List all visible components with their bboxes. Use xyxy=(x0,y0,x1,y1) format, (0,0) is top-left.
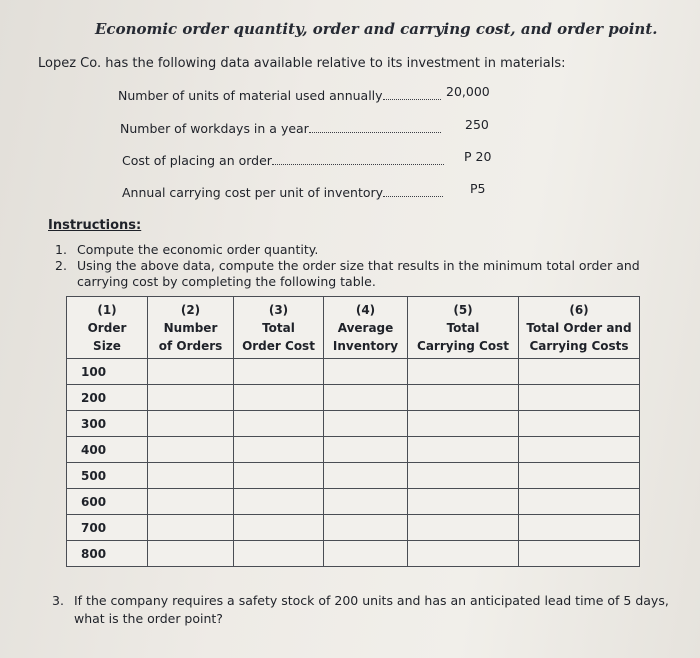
order-size-cell: 100 xyxy=(67,359,148,385)
instruction-text: Compute the economic order quantity. xyxy=(77,242,319,257)
data-item-value: 250 xyxy=(465,117,489,132)
answer-cell[interactable] xyxy=(408,515,519,541)
dotted-leader xyxy=(383,98,441,100)
eoq-table xyxy=(66,296,640,567)
answer-cell[interactable] xyxy=(519,411,640,437)
answer-cell[interactable] xyxy=(408,411,519,437)
order-size-cell: 600 xyxy=(67,489,148,515)
table-row xyxy=(67,489,640,515)
data-item-workdays xyxy=(120,117,489,136)
answer-cell[interactable] xyxy=(148,489,234,515)
answer-cell[interactable] xyxy=(519,359,640,385)
table-row xyxy=(67,541,640,567)
answer-cell[interactable] xyxy=(148,515,234,541)
order-size-cell: 300 xyxy=(67,411,148,437)
instruction-2 xyxy=(55,258,640,273)
column-header: (3) Total Order Cost xyxy=(234,297,324,359)
answer-cell[interactable] xyxy=(234,411,324,437)
answer-cell[interactable] xyxy=(324,489,408,515)
answer-cell[interactable] xyxy=(324,515,408,541)
data-item-value: 20,000 xyxy=(446,84,490,99)
answer-cell[interactable] xyxy=(408,463,519,489)
answer-cell[interactable] xyxy=(408,541,519,567)
data-item-value: P5 xyxy=(470,181,486,196)
answer-cell[interactable] xyxy=(324,463,408,489)
eoq-table-wrapper xyxy=(66,296,639,578)
instruction-text: carrying cost by completing the following table. xyxy=(77,274,376,289)
column-header: (4) Average Inventory xyxy=(324,297,408,359)
column-header: (1) Order Size xyxy=(67,297,148,359)
data-item-label: Number of workdays in a year xyxy=(120,121,309,136)
instruction-1 xyxy=(55,242,318,257)
answer-cell[interactable] xyxy=(234,515,324,541)
answer-cell[interactable] xyxy=(234,385,324,411)
answer-cell[interactable] xyxy=(234,359,324,385)
answer-cell[interactable] xyxy=(408,489,519,515)
instruction-number: 1. xyxy=(55,242,67,257)
data-item-units xyxy=(118,84,490,103)
question-text: If the company requires a safety stock of 200 units and has an anticipated lead time of 5 days, xyxy=(74,593,669,608)
table-row xyxy=(67,411,640,437)
answer-cell[interactable] xyxy=(519,489,640,515)
answer-cell[interactable] xyxy=(519,515,640,541)
answer-cell[interactable] xyxy=(234,463,324,489)
order-size-cell: 200 xyxy=(67,385,148,411)
data-item-carrying-cost xyxy=(122,181,486,200)
column-header: (6) Total Order and Carrying Costs xyxy=(519,297,640,359)
answer-cell[interactable] xyxy=(148,437,234,463)
table-row xyxy=(67,385,640,411)
question-3 xyxy=(52,592,669,628)
order-size-cell: 400 xyxy=(67,437,148,463)
answer-cell[interactable] xyxy=(519,541,640,567)
answer-cell[interactable] xyxy=(519,437,640,463)
dotted-leader xyxy=(383,195,443,197)
table-row xyxy=(67,463,640,489)
column-header: (5) Total Carrying Cost xyxy=(408,297,519,359)
answer-cell[interactable] xyxy=(234,541,324,567)
answer-cell[interactable] xyxy=(234,437,324,463)
question-text-continued: what is the order point? xyxy=(74,611,223,626)
order-size-cell: 700 xyxy=(67,515,148,541)
order-size-cell: 500 xyxy=(67,463,148,489)
instruction-text: Using the above data, compute the order size that results in the minimum total order and xyxy=(77,258,640,273)
answer-cell[interactable] xyxy=(519,463,640,489)
answer-cell[interactable] xyxy=(408,385,519,411)
answer-cell[interactable] xyxy=(324,359,408,385)
answer-cell[interactable] xyxy=(324,437,408,463)
data-item-label: Number of units of material used annually xyxy=(118,88,383,103)
answer-cell[interactable] xyxy=(148,541,234,567)
question-number: 3. xyxy=(52,593,64,608)
answer-cell[interactable] xyxy=(324,541,408,567)
answer-cell[interactable] xyxy=(234,489,324,515)
table-body xyxy=(67,359,640,567)
instruction-number: 2. xyxy=(55,258,67,273)
answer-cell[interactable] xyxy=(519,385,640,411)
answer-cell[interactable] xyxy=(148,359,234,385)
answer-cell[interactable] xyxy=(148,411,234,437)
dotted-leader xyxy=(309,131,441,133)
answer-cell[interactable] xyxy=(148,385,234,411)
instructions-heading: Instructions: xyxy=(48,218,142,233)
answer-cell[interactable] xyxy=(324,385,408,411)
table-row xyxy=(67,515,640,541)
dotted-leader xyxy=(272,163,444,165)
table-row xyxy=(67,359,640,385)
data-item-value: P 20 xyxy=(464,149,492,164)
instruction-2-continued xyxy=(77,274,376,289)
intro-text: Lopez Co. has the following data available relative to its investment in materials: xyxy=(38,56,566,71)
data-item-label: Annual carrying cost per unit of inventory xyxy=(122,185,384,200)
data-item-label: Cost of placing an order xyxy=(122,153,272,168)
page-title: Economic order quantity, order and carrying cost, and order point. xyxy=(95,20,658,38)
answer-cell[interactable] xyxy=(324,411,408,437)
answer-cell[interactable] xyxy=(408,359,519,385)
column-header: (2) Number of Orders xyxy=(148,297,234,359)
data-item-order-cost xyxy=(122,149,492,168)
answer-cell[interactable] xyxy=(408,437,519,463)
table-header-row xyxy=(67,297,640,359)
table-row xyxy=(67,437,640,463)
answer-cell[interactable] xyxy=(148,463,234,489)
order-size-cell: 800 xyxy=(67,541,148,567)
